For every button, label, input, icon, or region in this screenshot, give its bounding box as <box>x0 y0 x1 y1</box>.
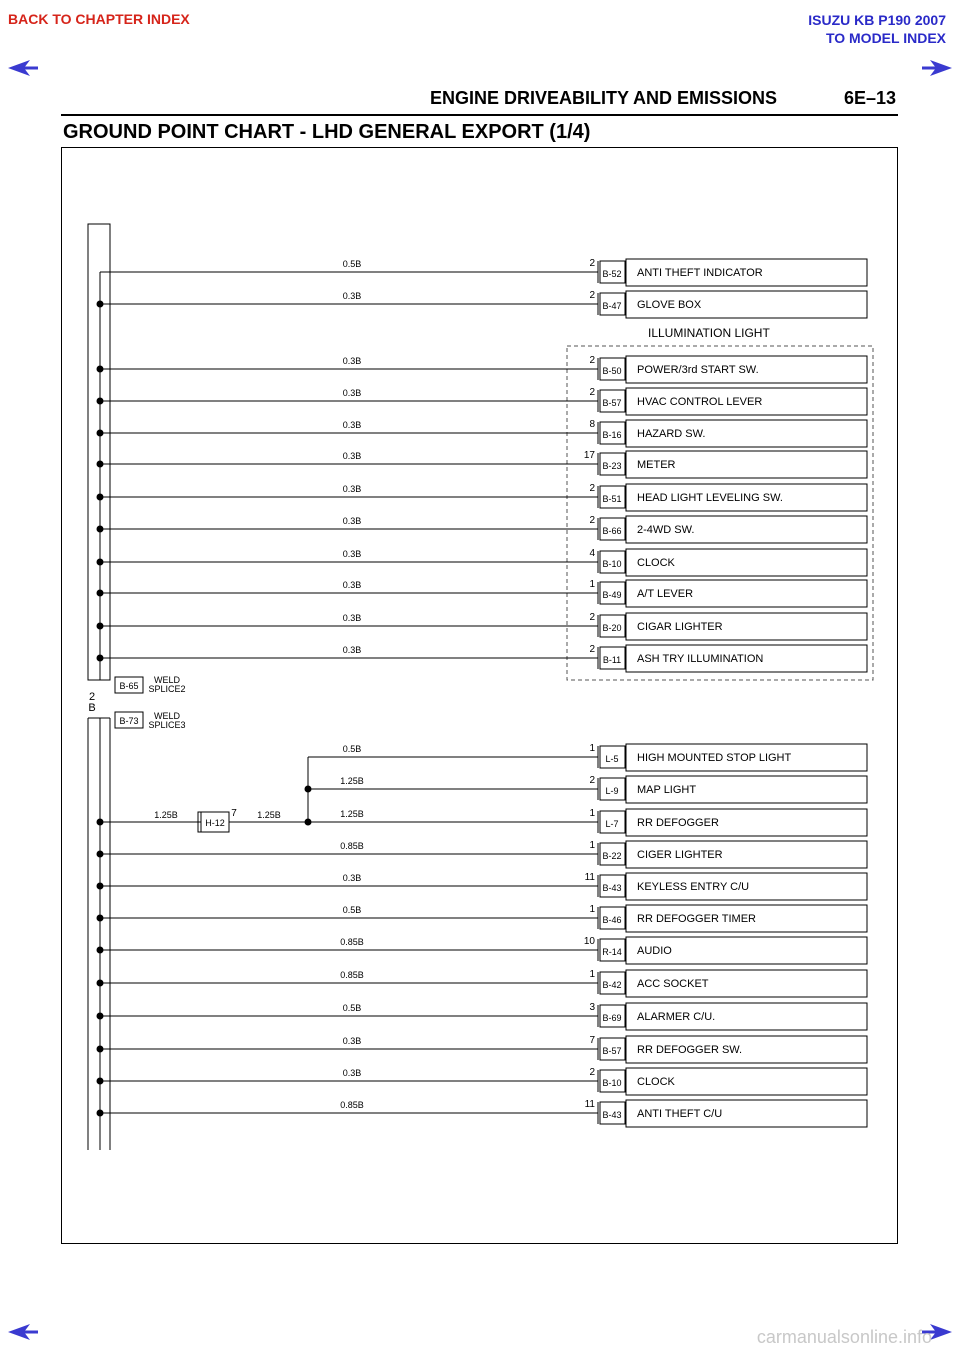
upper-circuit-10-ground-dot <box>97 590 104 597</box>
lower-circuit-11-component: CLOCK <box>637 1076 675 1088</box>
splice2-label-2: SPLICE2 <box>148 684 186 694</box>
bus-link-pin: 2 <box>88 691 96 703</box>
lower-circuit-3-component: RR DEFOGGER <box>637 817 719 829</box>
upper-circuit-2-component: GLOVE BOX <box>637 299 702 311</box>
upper-circuit-6-ground-dot <box>97 461 104 468</box>
lower-circuit-8-component: ACC SOCKET <box>637 978 709 990</box>
lower-circuit-10-wire-label: 0.3B <box>342 1036 362 1046</box>
upper-circuit-1-pin: 2 <box>589 258 595 269</box>
upper-circuit-7-pin: 2 <box>589 483 595 494</box>
lower-circuit-6-pin: 1 <box>589 904 595 915</box>
bus-link-wire: B <box>88 702 96 714</box>
lower-circuit-8-pin: 1 <box>589 969 595 980</box>
lower-circuit-3-ground-dot <box>97 819 104 826</box>
lower-circuit-9-pin: 3 <box>589 1002 595 1013</box>
upper-circuit-1-component: ANTI THEFT INDICATOR <box>637 267 763 279</box>
lower-circuit-4-component: CIGER LIGHTER <box>637 849 723 861</box>
upper-circuit-1-connector: B-52 <box>602 269 622 279</box>
upper-circuit-12-component: ASH TRY ILLUMINATION <box>637 653 764 665</box>
lower-circuit-3-pin: 1 <box>589 808 595 819</box>
upper-circuit-2-connector: B-47 <box>602 301 622 311</box>
upper-circuit-5-connector: B-16 <box>602 430 622 440</box>
watermark: carmanualsonline.info <box>756 1327 932 1347</box>
upper-circuit-2-pin: 2 <box>589 290 595 301</box>
upper-circuit-6-pin: 17 <box>583 450 595 461</box>
lower-circuit-5-wire-label: 0.3B <box>342 873 362 883</box>
upper-circuit-11-pin: 2 <box>589 612 595 623</box>
upper-circuit-3-component: POWER/3rd START SW. <box>637 364 759 376</box>
lower-circuit-4-connector: B-22 <box>602 851 622 861</box>
lower-circuit-2-component: MAP LIGHT <box>637 784 697 796</box>
lower-circuit-6-ground-dot <box>97 915 104 922</box>
upper-circuit-7-ground-dot <box>97 494 104 501</box>
splice3-label-1: WELD <box>153 711 181 721</box>
lower-circuit-12-connector: B-43 <box>602 1110 622 1120</box>
upper-circuit-3-wire-label: 0.3B <box>342 356 362 366</box>
upper-circuit-12-ground-dot <box>97 655 104 662</box>
lower-circuit-11-ground-dot <box>97 1078 104 1085</box>
upper-circuit-4-component: HVAC CONTROL LEVER <box>637 396 763 408</box>
upper-circuit-2-ground-dot <box>97 301 104 308</box>
lower-circuit-7-component: AUDIO <box>637 945 672 957</box>
splice2-label-1: WELD <box>153 675 181 685</box>
section-title: ENGINE DRIVEABILITY AND EMISSIONS <box>430 88 778 108</box>
lower-circuit-7-connector: R-14 <box>602 947 622 957</box>
upper-circuit-3-ground-dot <box>97 366 104 373</box>
joint-dot-1 <box>305 786 312 793</box>
lower-circuit-1-component: HIGH MOUNTED STOP LIGHT <box>637 752 792 764</box>
upper-circuit-11-wire-label: 0.3B <box>342 613 362 623</box>
lower-circuit-4-wire-label: 0.85B <box>340 841 364 851</box>
upper-circuit-12-pin: 2 <box>589 644 595 655</box>
splice2-connector: B-65 <box>119 681 139 691</box>
lower-circuit-10-connector: B-57 <box>602 1046 622 1056</box>
upper-circuit-10-connector: B-49 <box>602 590 622 600</box>
lower-circuit-11-pin: 2 <box>589 1067 595 1078</box>
upper-circuit-10-wire-label: 0.3B <box>342 580 362 590</box>
upper-circuit-7-component: HEAD LIGHT LEVELING SW. <box>637 492 783 504</box>
h12-wire-out: 1.25B <box>257 810 281 820</box>
lower-circuit-2-connector: L-9 <box>605 786 619 796</box>
lower-circuit-3-connector: L-7 <box>605 819 619 829</box>
model-name: ISUZU KB P190 2007 <box>808 12 946 28</box>
lower-circuit-12-component: ANTI THEFT C/U <box>637 1108 723 1120</box>
lower-circuit-12-wire-label: 0.85B <box>340 1100 364 1110</box>
upper-circuit-7-connector: B-51 <box>602 494 622 504</box>
upper-circuit-5-wire-label: 0.3B <box>342 420 362 430</box>
upper-ground-bus <box>88 224 110 680</box>
lower-circuit-2-wire-label: 1.25B <box>340 776 364 786</box>
upper-circuit-12-wire-label: 0.3B <box>342 645 362 655</box>
lower-circuit-6-connector: B-46 <box>602 915 622 925</box>
lower-circuit-5-component: KEYLESS ENTRY C/U <box>637 881 750 893</box>
upper-circuit-11-ground-dot <box>97 623 104 630</box>
upper-circuit-4-ground-dot <box>97 398 104 405</box>
upper-circuit-8-wire-label: 0.3B <box>342 516 362 526</box>
upper-circuit-6-component: METER <box>637 459 676 471</box>
upper-circuit-5-component: HAZARD SW. <box>637 428 706 440</box>
upper-circuit-11-connector: B-20 <box>602 623 622 633</box>
lower-circuit-9-component: ALARMER C/U. <box>637 1011 716 1023</box>
h12-pin: 7 <box>231 808 237 819</box>
splice3-connector: B-73 <box>119 716 139 726</box>
lower-circuit-12-ground-dot <box>97 1110 104 1117</box>
upper-circuit-9-ground-dot <box>97 559 104 566</box>
back-to-chapter-link[interactable]: BACK TO CHAPTER INDEX <box>8 11 190 27</box>
lower-circuit-1-pin: 1 <box>589 743 595 754</box>
lower-circuit-1-wire-label: 0.5B <box>342 744 362 754</box>
to-model-index-label: TO MODEL INDEX <box>825 30 946 46</box>
upper-circuit-12-connector: B-11 <box>602 655 622 665</box>
lower-circuit-8-ground-dot <box>97 980 104 987</box>
upper-circuit-4-wire-label: 0.3B <box>342 388 362 398</box>
upper-circuit-5-pin: 8 <box>589 419 595 430</box>
lower-circuit-10-pin: 7 <box>589 1035 595 1046</box>
lower-circuit-8-wire-label: 0.85B <box>340 970 364 980</box>
lower-circuit-3-wire-label: 1.25B <box>340 809 364 819</box>
upper-circuit-8-component: 2-4WD SW. <box>637 524 695 536</box>
illumination-group-label: ILLUMINATION LIGHT <box>648 326 770 340</box>
lower-circuit-6-wire-label: 0.5B <box>342 905 362 915</box>
lower-circuit-6-component: RR DEFOGGER TIMER <box>637 913 756 925</box>
lower-circuit-11-wire-label: 0.3B <box>342 1068 362 1078</box>
upper-circuit-6-connector: B-23 <box>602 461 622 471</box>
h12-wire-in: 1.25B <box>154 810 178 820</box>
lower-circuit-7-ground-dot <box>97 947 104 954</box>
upper-circuit-9-connector: B-10 <box>602 559 622 569</box>
lower-circuit-9-wire-label: 0.5B <box>342 1003 362 1013</box>
upper-circuit-9-pin: 4 <box>589 548 595 559</box>
lower-circuit-8-connector: B-42 <box>602 980 622 990</box>
upper-circuit-11-component: CIGAR LIGHTER <box>637 621 723 633</box>
lower-circuit-10-ground-dot <box>97 1046 104 1053</box>
upper-circuit-9-component: CLOCK <box>637 557 675 569</box>
upper-circuit-10-pin: 1 <box>589 579 595 590</box>
splice3-label-2: SPLICE3 <box>148 720 186 730</box>
upper-circuit-1-wire-label: 0.5B <box>342 259 362 269</box>
upper-circuit-6-wire-label: 0.3B <box>342 451 362 461</box>
lower-circuit-4-pin: 1 <box>589 840 595 851</box>
joint-dot-2 <box>305 819 312 826</box>
lower-circuit-11-connector: B-10 <box>602 1078 622 1088</box>
upper-circuit-3-connector: B-50 <box>602 366 622 376</box>
lower-circuit-1-connector: L-5 <box>605 754 619 764</box>
upper-circuit-7-wire-label: 0.3B <box>342 484 362 494</box>
page-number: 6E–13 <box>843 88 896 108</box>
lower-circuit-4-ground-dot <box>97 851 104 858</box>
lower-circuit-7-pin: 10 <box>583 936 595 947</box>
lower-circuit-12-pin: 11 <box>584 1099 595 1110</box>
upper-circuit-4-pin: 2 <box>589 387 595 398</box>
chart-title: GROUND POINT CHART - LHD GENERAL EXPORT (1/4) <box>63 121 591 143</box>
lower-circuit-9-connector: B-69 <box>602 1013 622 1023</box>
upper-circuit-9-wire-label: 0.3B <box>342 549 362 559</box>
upper-circuit-5-ground-dot <box>97 430 104 437</box>
lower-circuit-2-pin: 2 <box>589 775 595 786</box>
lower-circuit-5-pin: 11 <box>584 872 595 883</box>
lower-circuit-9-ground-dot <box>97 1013 104 1020</box>
upper-circuit-10-component: A/T LEVER <box>637 588 694 600</box>
lower-circuit-5-connector: B-43 <box>602 883 622 893</box>
lower-circuit-5-ground-dot <box>97 883 104 890</box>
upper-circuit-8-connector: B-66 <box>602 526 622 536</box>
h12-connector: H-12 <box>205 818 225 828</box>
upper-circuit-3-pin: 2 <box>589 355 595 366</box>
upper-circuit-4-connector: B-57 <box>602 398 622 408</box>
upper-circuit-2-wire-label: 0.3B <box>342 291 362 301</box>
lower-circuit-7-wire-label: 0.85B <box>340 937 364 947</box>
lower-circuit-10-component: RR DEFOGGER SW. <box>637 1044 743 1056</box>
upper-circuit-8-pin: 2 <box>589 515 595 526</box>
upper-circuit-8-ground-dot <box>97 526 104 533</box>
